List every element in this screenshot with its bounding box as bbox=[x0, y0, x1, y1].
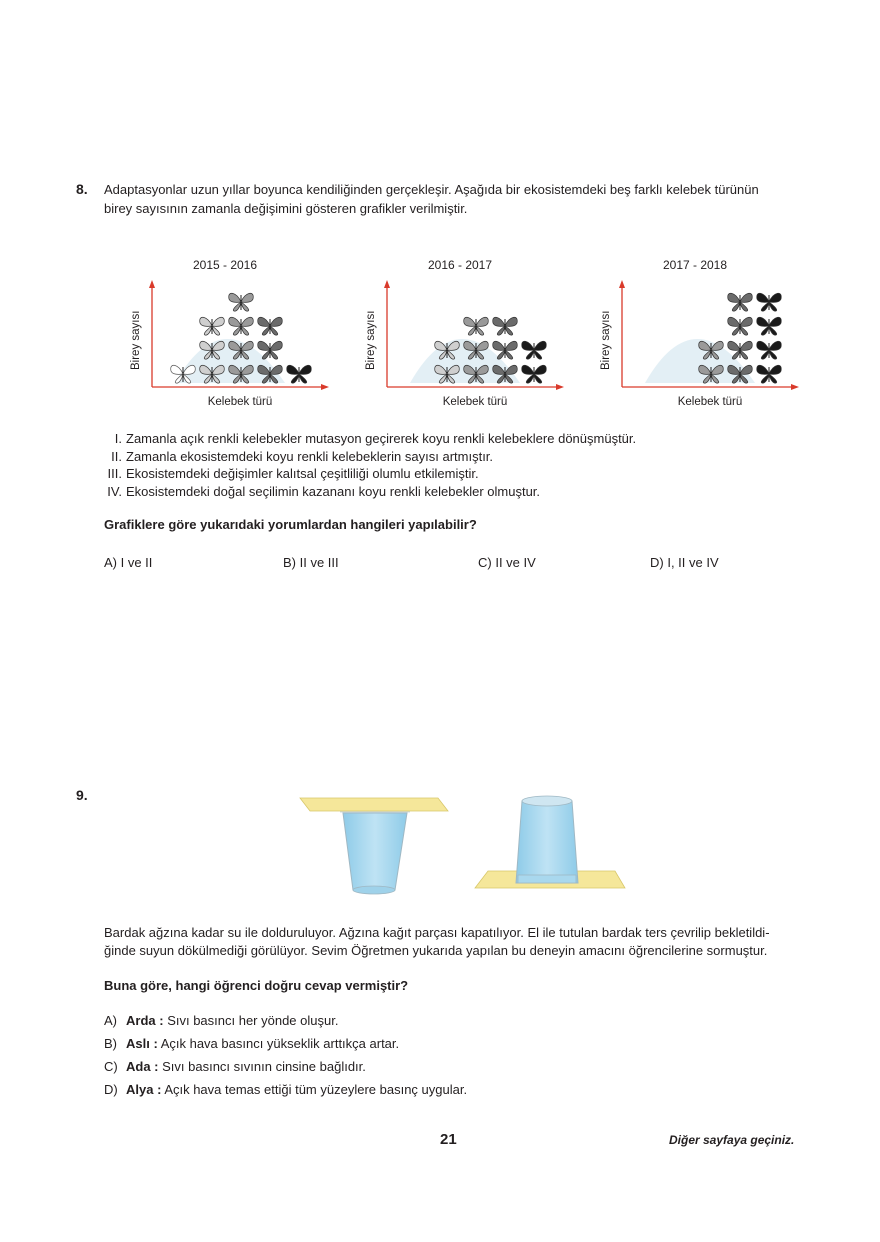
option-b[interactable]: B) II ve III bbox=[283, 555, 339, 570]
chart-xlabel: Kelebek türü bbox=[207, 396, 273, 408]
next-page-note: Diğer sayfaya geçiniz. bbox=[669, 1133, 795, 1147]
upright-glass bbox=[300, 798, 448, 894]
butterfly-mark bbox=[258, 317, 283, 335]
page-number: 21 bbox=[440, 1131, 457, 1148]
butterfly-mark bbox=[200, 317, 225, 335]
statement-iii: III. Ekosistemdeki değişimler kalıtsal çeşitliliği olumlu etkilemiştir. bbox=[107, 466, 479, 481]
butterfly-mark bbox=[757, 341, 782, 359]
y-axis-arrow bbox=[384, 280, 390, 288]
butterfly-mark bbox=[728, 317, 753, 335]
water-glass-experiment-illustration bbox=[295, 785, 635, 905]
chart-xlabel: Kelebek türü bbox=[442, 396, 508, 408]
inverted-glass bbox=[475, 796, 625, 888]
chart-title: 2017 - 2018 bbox=[662, 258, 728, 272]
chart-plot bbox=[120, 255, 340, 415]
option-c[interactable]: C) II ve IV bbox=[478, 555, 536, 570]
answer-b[interactable]: B) Aslı : Açık hava basıncı yükseklik arttıkça artar. bbox=[104, 1036, 400, 1051]
chart-title: 2015 - 2016 bbox=[192, 258, 258, 272]
chart-plot bbox=[355, 255, 575, 415]
butterfly-mark bbox=[229, 293, 254, 311]
answer-d[interactable]: D) Alya : Açık hava temas ettiği tüm yüzeylere basınç uygular. bbox=[104, 1082, 468, 1097]
chart-title: 2016 - 2017 bbox=[427, 258, 493, 272]
butterfly-mark bbox=[229, 317, 254, 335]
question-9-text-line1: Bardak ağzına kadar su ile dolduruluyor. Ağzına kağıt parçası kapatılıyor. El ile tutulan bardak ters çevrilip bekletildi- bbox=[104, 925, 770, 940]
x-axis-arrow bbox=[321, 384, 329, 390]
question-9-number: 9. bbox=[76, 787, 88, 803]
butterfly-mark bbox=[287, 365, 312, 383]
x-axis-arrow bbox=[556, 384, 564, 390]
butterfly-mark bbox=[757, 293, 782, 311]
butterfly-mark bbox=[728, 293, 753, 311]
chart-xlabel: Kelebek türü bbox=[677, 396, 743, 408]
question-8-intro-line2: birey sayısının zamanla değişimini gösteren grafikler verilmiştir. bbox=[104, 201, 468, 216]
question-9-text-line2: ğinde suyun dökülmediği görülüyor. Sevim Öğretmen yukarıda yapılan bu deneyin amacını öğrencilerine sormuştur. bbox=[104, 943, 768, 958]
question-8-prompt: Grafiklere göre yukarıdaki yorumlardan hangileri yapılabilir? bbox=[104, 517, 477, 532]
x-axis-arrow bbox=[791, 384, 799, 390]
butterfly-mark bbox=[757, 317, 782, 335]
chart-2015-2016 bbox=[120, 255, 340, 415]
butterfly-mark bbox=[757, 365, 782, 383]
statement-ii: II. Zamanla ekosistemdeki koyu renkli kelebeklerin sayısı artmıştır. bbox=[111, 448, 494, 464]
chart-ylabel: Birey sayısı bbox=[130, 310, 142, 370]
option-d[interactable]: D) I, II ve IV bbox=[650, 555, 719, 570]
question-9-prompt: Buna göre, hangi öğrenci doğru cevap vermiştir? bbox=[104, 978, 409, 993]
answer-c[interactable]: C) Ada : Sıvı basıncı sıvının cinsine bağlıdır. bbox=[104, 1059, 366, 1074]
butterfly-mark bbox=[522, 341, 547, 359]
chart-2017-2018 bbox=[590, 255, 810, 415]
butterfly-mark bbox=[464, 317, 489, 335]
butterfly-mark bbox=[493, 317, 518, 335]
butterfly-mark bbox=[522, 365, 547, 383]
y-axis-arrow bbox=[149, 280, 155, 288]
question-8-number: 8. bbox=[76, 181, 88, 197]
option-a[interactable]: A) I ve II bbox=[104, 555, 153, 570]
y-axis-arrow bbox=[619, 280, 625, 288]
chart-ylabel: Birey sayısı bbox=[365, 310, 377, 370]
statement-i: I. Zamanla açık renkli kelebekler mutasyon geçirerek koyu renkli kelebeklere dönüşmüştür. bbox=[114, 431, 637, 446]
chart-plot bbox=[590, 255, 810, 415]
statement-iv: IV. Ekosistemdeki doğal seçilimin kazananı koyu renkli kelebekler olmuştur. bbox=[107, 483, 541, 499]
answer-a[interactable]: A) Arda : Sıvı basıncı her yönde oluşur. bbox=[104, 1013, 339, 1028]
chart-ylabel: Birey sayısı bbox=[600, 310, 612, 370]
chart-2016-2017 bbox=[355, 255, 575, 415]
question-8-intro-line1: Adaptasyonlar uzun yıllar boyunca kendiliğinden gerçekleşir. Aşağıda bir ekosistemdeki beş farklı kelebek türünün bbox=[104, 182, 759, 197]
